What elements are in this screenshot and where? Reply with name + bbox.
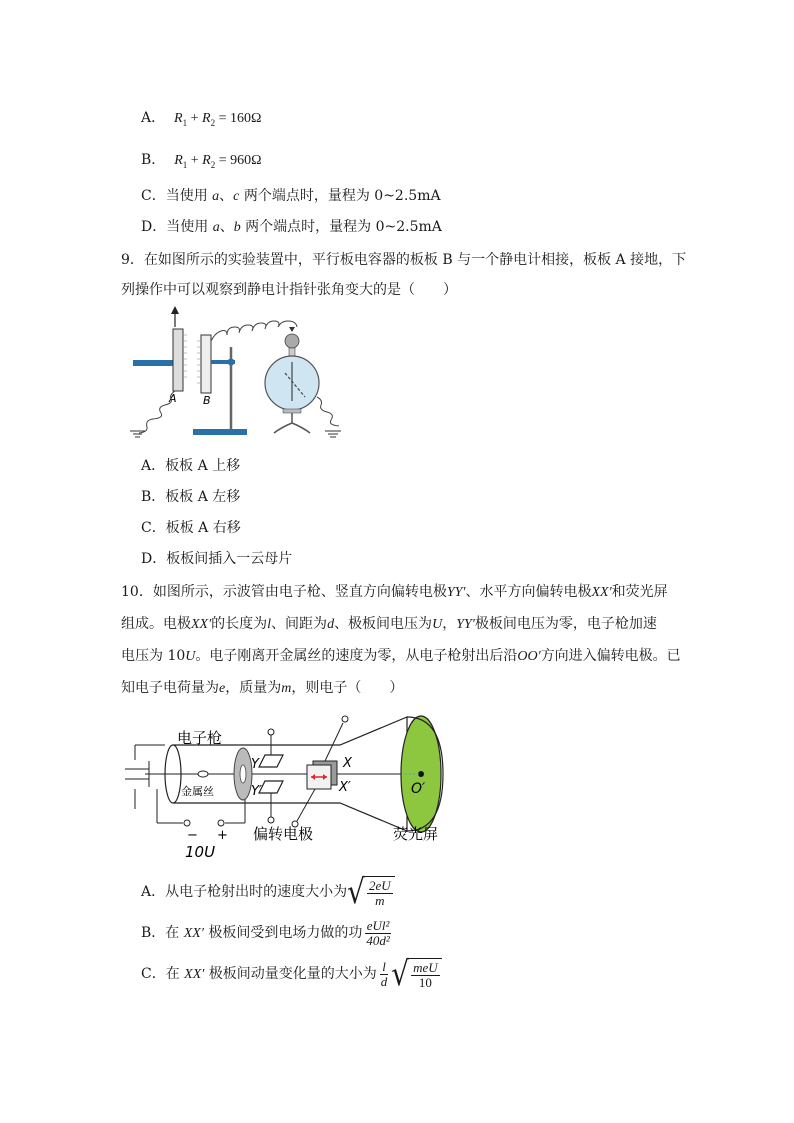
sqrt-expression: √ $\frac{2eU}{m}$ (347, 876, 395, 908)
svg-text:Y: Y (251, 757, 259, 772)
svg-text:Y′: Y′ (251, 784, 262, 799)
q9-option-c[interactable]: C．板板 A 右移 (141, 520, 241, 536)
svg-text:10U: 10U (185, 843, 216, 861)
q8-option-b[interactable]: B． $R_1 + R_2 = 960\Omega$ (141, 152, 262, 170)
q10-stem-line2: 组成。电极XX′的长度为l、间距为d、极板间电压为U，YY′极板间电压为零，电子枪加速 (121, 616, 657, 632)
svg-text:X′: X′ (339, 780, 351, 795)
q10-option-c[interactable]: C．在 XX′ 极板间动量变化量的大小为 $\frac{l}{d}$ √ $\frac{\text{meU}}{10}$ (141, 958, 442, 990)
q10-stem-line1: 10．如图所示，示波管由电子枪、竖直方向偏转电极YY′、水平方向偏转电极XX′和荧光屏 (121, 584, 668, 600)
svg-text:A: A (169, 392, 177, 405)
q8-option-d[interactable]: D．当使用 a、b 两个端点时，量程为 0~2.5mA (141, 219, 442, 235)
plate-a-handle (133, 360, 175, 366)
q9-option-b[interactable]: B．板板 A 左移 (141, 489, 241, 505)
plate-b (201, 335, 211, 393)
svg-text:O′: O′ (411, 781, 426, 797)
svg-text:荧光屏: 荧光屏 (393, 825, 439, 843)
stand-base (193, 429, 247, 435)
svg-text:+: + (217, 828, 228, 843)
q9-option-d[interactable]: D．板板间插入一云母片 (141, 551, 293, 567)
q8-option-c[interactable]: C．当使用 a、c 两个端点时，量程为 0~2.5mA (141, 188, 441, 204)
svg-text:偏转电极: 偏转电极 (253, 825, 314, 843)
q10-option-a[interactable]: A．从电子枪射出时的速度大小为 √ $\frac{2eU}{m}$ (141, 876, 395, 908)
svg-text:X: X (343, 756, 352, 771)
q10-option-b[interactable]: B．在 XX′ 极板间受到电场力做的功 $\frac{\text{eUl²}}{\text{40d²}}$ (141, 917, 390, 948)
svg-text:B: B (203, 394, 211, 407)
q8-option-a[interactable]: A． $R_1 + R_2 = 160\Omega$ (141, 110, 262, 128)
svg-text:电子枪: 电子枪 (177, 729, 223, 747)
q10-oscilloscope-figure (125, 705, 465, 865)
q9-stem-line2: 列操作中可以观察到静电计指针张角变大的是（ ） (121, 282, 457, 298)
svg-text:−: − (187, 828, 198, 843)
svg-text:金属丝: 金属丝 (181, 785, 214, 798)
q9-capacitor-figure (125, 305, 350, 443)
q10-stem-line3: 电压为 10U。电子刚离开金属丝的速度为零，从电子枪射出后沿OO′方向进入偏转电极。已 (121, 648, 681, 664)
plate-a (173, 329, 183, 391)
q9-stem-line1: 9．在如图所示的实验装置中，平行板电容器的板板 B 与一个静电计相接，板板 A 接地，下 (121, 252, 687, 268)
q10-stem-line4: 知电子电荷量为e，质量为m，则电子（ ） (121, 680, 404, 696)
sqrt-expression: √ $\frac{\text{meU}}{10}$ (391, 958, 441, 990)
q9-option-a[interactable]: A．板板 A 上移 (141, 458, 241, 474)
